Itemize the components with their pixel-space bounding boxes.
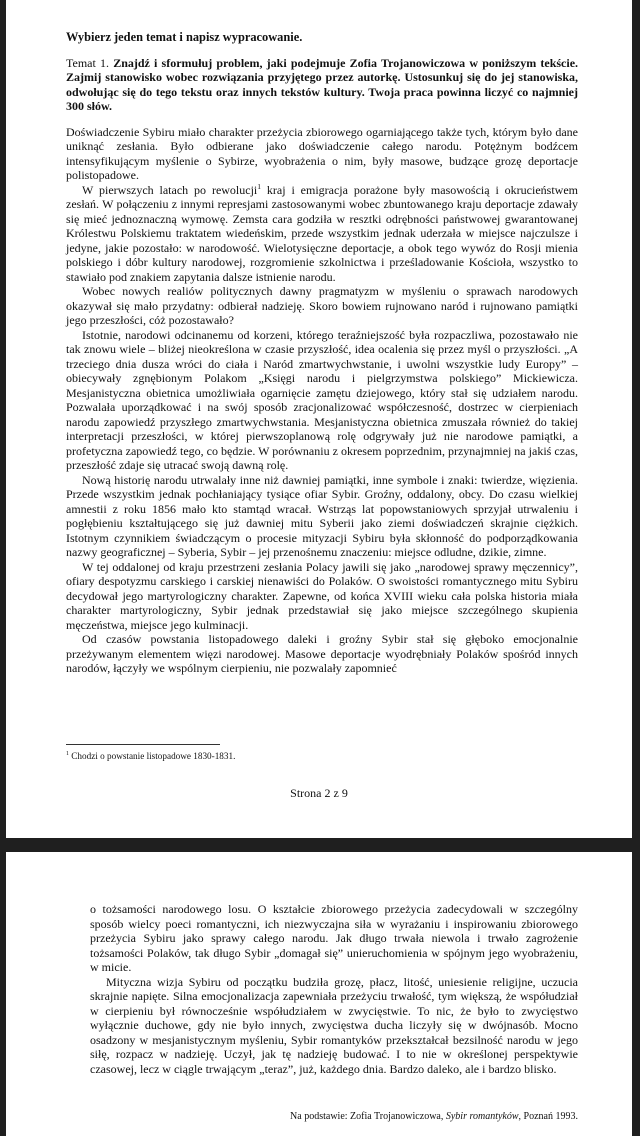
task-title: Wybierz jeden temat i napisz wypracowanie. [66,30,303,44]
paragraph-2-start: W pierwszych latach po rewolucji [82,182,258,197]
article-body-page-1 [66,125,578,676]
paragraph-3: Wobec nowych realiów politycznych dawny pragmatyzm w myśleniu o sprawach narodowych okazywał się mało przydatny: odbierał nadzieję. Skoro bowiem rujnowano naród i rujnowano pamiątki jego przeszłości, cóż pozostawało? [66,284,578,328]
footnote-divider [66,744,220,745]
paragraph-1: Doświadczenie Sybiru miało charakter przeżycia zbiorowego ogarniającego także tych, którym było dane uniknąć zesłania. Było odbierane jako doświadczenie całego narodu. Potężnym bodźcem intensyfikującym myślenie o Sybirze, wyobrażenia o nim, były masowe, budzące grozę deportacje polistopadowe. [66,124,578,183]
paragraph-9: Mityczna wizja Sybiru od początku budziła grozę, płacz, litość, uniesienie religijne, uczucia skrajnie napięte. Silna emocjonalizacja zapewniała przeżyciu trwałość, tym większą, że współudział w cierpieniu był równocześnie współudziałem w zwycięstwie. To nic, że było to zwycięstwo wyłącznie duchowe, gdy nie było innych, zwycięstwa ducha liczyły się w dwójnasób. Mocno osadzony w mesjanistycznym myśleniu, Sybir romantyków przekształcał bezsilność narodu w jego siłę, rozpacz w nadzieję. Uczył, jak tę nadzieję budować. I to nie w określonej perspektywie czasowej, lecz w ciągle trwającym „teraz”, już, każdego dnia. Bardzo daleko, ale i bardzo blisko. [90,974,578,1076]
paragraph-2 [66,183,578,285]
document-page-2 [6,852,632,1136]
source-prefix: Na podstawie: Zofia Trojanowiczowa, [290,1111,446,1122]
paragraph-6: W tej oddalonej od kraju przestrzeni zesłania Polacy jawili się jako „narodowej sprawy męczennicy”, ofiary despotyzmu carskiego i carskiej nienawiści do Polaków. O swoistości romantycznego mitu Sybiru decydował jego martyrologiczny charakter. Zapewne, od końca XVIII wieku cała polska historia miała charakter martyrologiczny, Sybir jednak przedstawiał się jako miejsce szczególnego skupienia męczeństwa, miejsce jego kulminacji. [66,559,578,632]
paragraph-5: Nową historię narodu utrwalały inne niż dawniej pamiątki, inne symbole i znaki: twierdze, więzienia. Przede wszystkim jednak pochłaniający tysiące ofiar Sybir. Groźny, oddalony, obcy. Do czasu wielkiej amnestii z roku 1856 mało kto stamtąd wracał. Wstrząs lat popowstaniowych sprzyjał utrwaleniu i pogłębieniu kształtującego się już dawniej mitu Syberii jako ziemi doświadczeń skrajnie ciężkich. Istotnym czynnikiem świadczącym o procesie mityzacji Sybiru była skłonność do podporządkowania nazwy geograficznej – Syberia, Sybir – jej przenośnemu znaczeniu: miejsce odludne, dzikie, zimne. [66,472,578,560]
paragraph-4: Istotnie, narodowi odcinanemu od korzeni, którego teraźniejszość była rozpaczliwa, pozostawało nie tak znowu wiele – bliżej nieokreślona w czasie przyszłość, idea ocalenia się przez myśl o przyszłości. „A trzeciego dnia dusza wróci do ciała i Naród zmartwychwstanie, i uwolni wszystkie ludy Europy” – obiecywały zgnębionym Polakom „Księgi narodu i pielgrzymstwa polskiego” Mickiewicza. Mesjanistyczna obietnica umożliwiała ogarnięcie zamętu dziejowego, który stał się udziałem narodu. Pozwalała uporządkować i na swój sposób zracjonalizować współczesność, dostrzec w cierpieniach narodu zapowiedź przyszłego zmartwychwstania. Mesjanistyczna obietnica zmuszała również do takiej interpretacji przeszłości, w której pierwszoplanową rolę odgrywały już nie narodowe pamiątki, a profetyczna zapowiedź tego, co będzie. W porównaniu z okresem poprzednim, przynajmniej na jakiś czas, przeszłość zdaje się utracać swoją dawną rolę. [66,327,578,473]
task-topic [66,56,578,114]
footnote-text: Chodzi o powstanie listopadowe 1830-1831. [71,751,236,761]
source-citation [290,1111,578,1123]
document-page-1 [6,0,632,838]
source-suffix: , Poznań 1993. [518,1111,578,1122]
footnote-reference[interactable]: 1 [257,181,262,191]
page-number: Strona 2 z 9 [290,786,348,800]
paragraph-2-rest: kraj i emigracja porażone były masowością i okrucieństwem zesłań. W połączeniu z innymi represjami zastosowanymi wobec zbuntowanego kraju deportacje zdawały się mieć jednoznaczną wymowę. Zemsta cara godziła w resztki odrębności państwowej gwarantowanej Królestwu Polskiemu traktatem wiedeńskim, przede wszystkim jednak uderzała w miejsce najczulsze i jedyne, jakie pozostało: w narodowość. Wielotysięczne deportacje, a obok tego wywóz do Rosji mienia polskiego i dóbr kultury narodowej, rozgromienie szkolnictwa i prześladowanie Kościoła, wszystko to stawiało pod znakiem zapytania dalsze istnienie narodu. [66,182,578,284]
page-1-content [66,30,578,676]
article-body-page-2 [90,902,578,1076]
topic-text: Znajdź i sformułuj problem, jaki podejmuje Zofia Trojanowiczowa w poniższym tekście. Zajmij stanowisko wobec rozwiązania przyjętego przez autorkę. Ustosunkuj się do jej stanowiska, odwołując się do tego tekstu oraz innych tekstów kultury. Twoja praca powinna liczyć co najmniej 300 słów. [66,56,579,114]
paragraph-7: Od czasów powstania listopadowego daleki i groźny Sybir stał się głęboko emocjonalnie przeżywanym elementem więzi narodowej. Masowe deportacje wyodrębniały Polaków spośród innych narodów, łączyły we wspólnym cierpieniu, nie pozwalały zapomnieć [66,632,578,676]
paragraph-8: o tożsamości narodowego losu. O kształcie zbiorowego przeżycia zadecydowali w szczególny sposób wielcy poeci romantyczni, ich niezwyczajna siła w wyrażaniu i inspirowaniu zbiorowego przeżycia Sybiru jako sprawy całego narodu. Jak długo trwała niewola i trwało zagrożenie tożsamości Polaków, tak długo Sybir „domagał się” unieruchomienia w spójnym jego wyobrażeniu, w micie. [90,902,578,974]
topic-label: Temat 1. [66,56,109,70]
footnote-marker: 1 [66,750,69,757]
source-title: Sybir romantyków [445,1111,519,1122]
footnote [66,751,235,762]
